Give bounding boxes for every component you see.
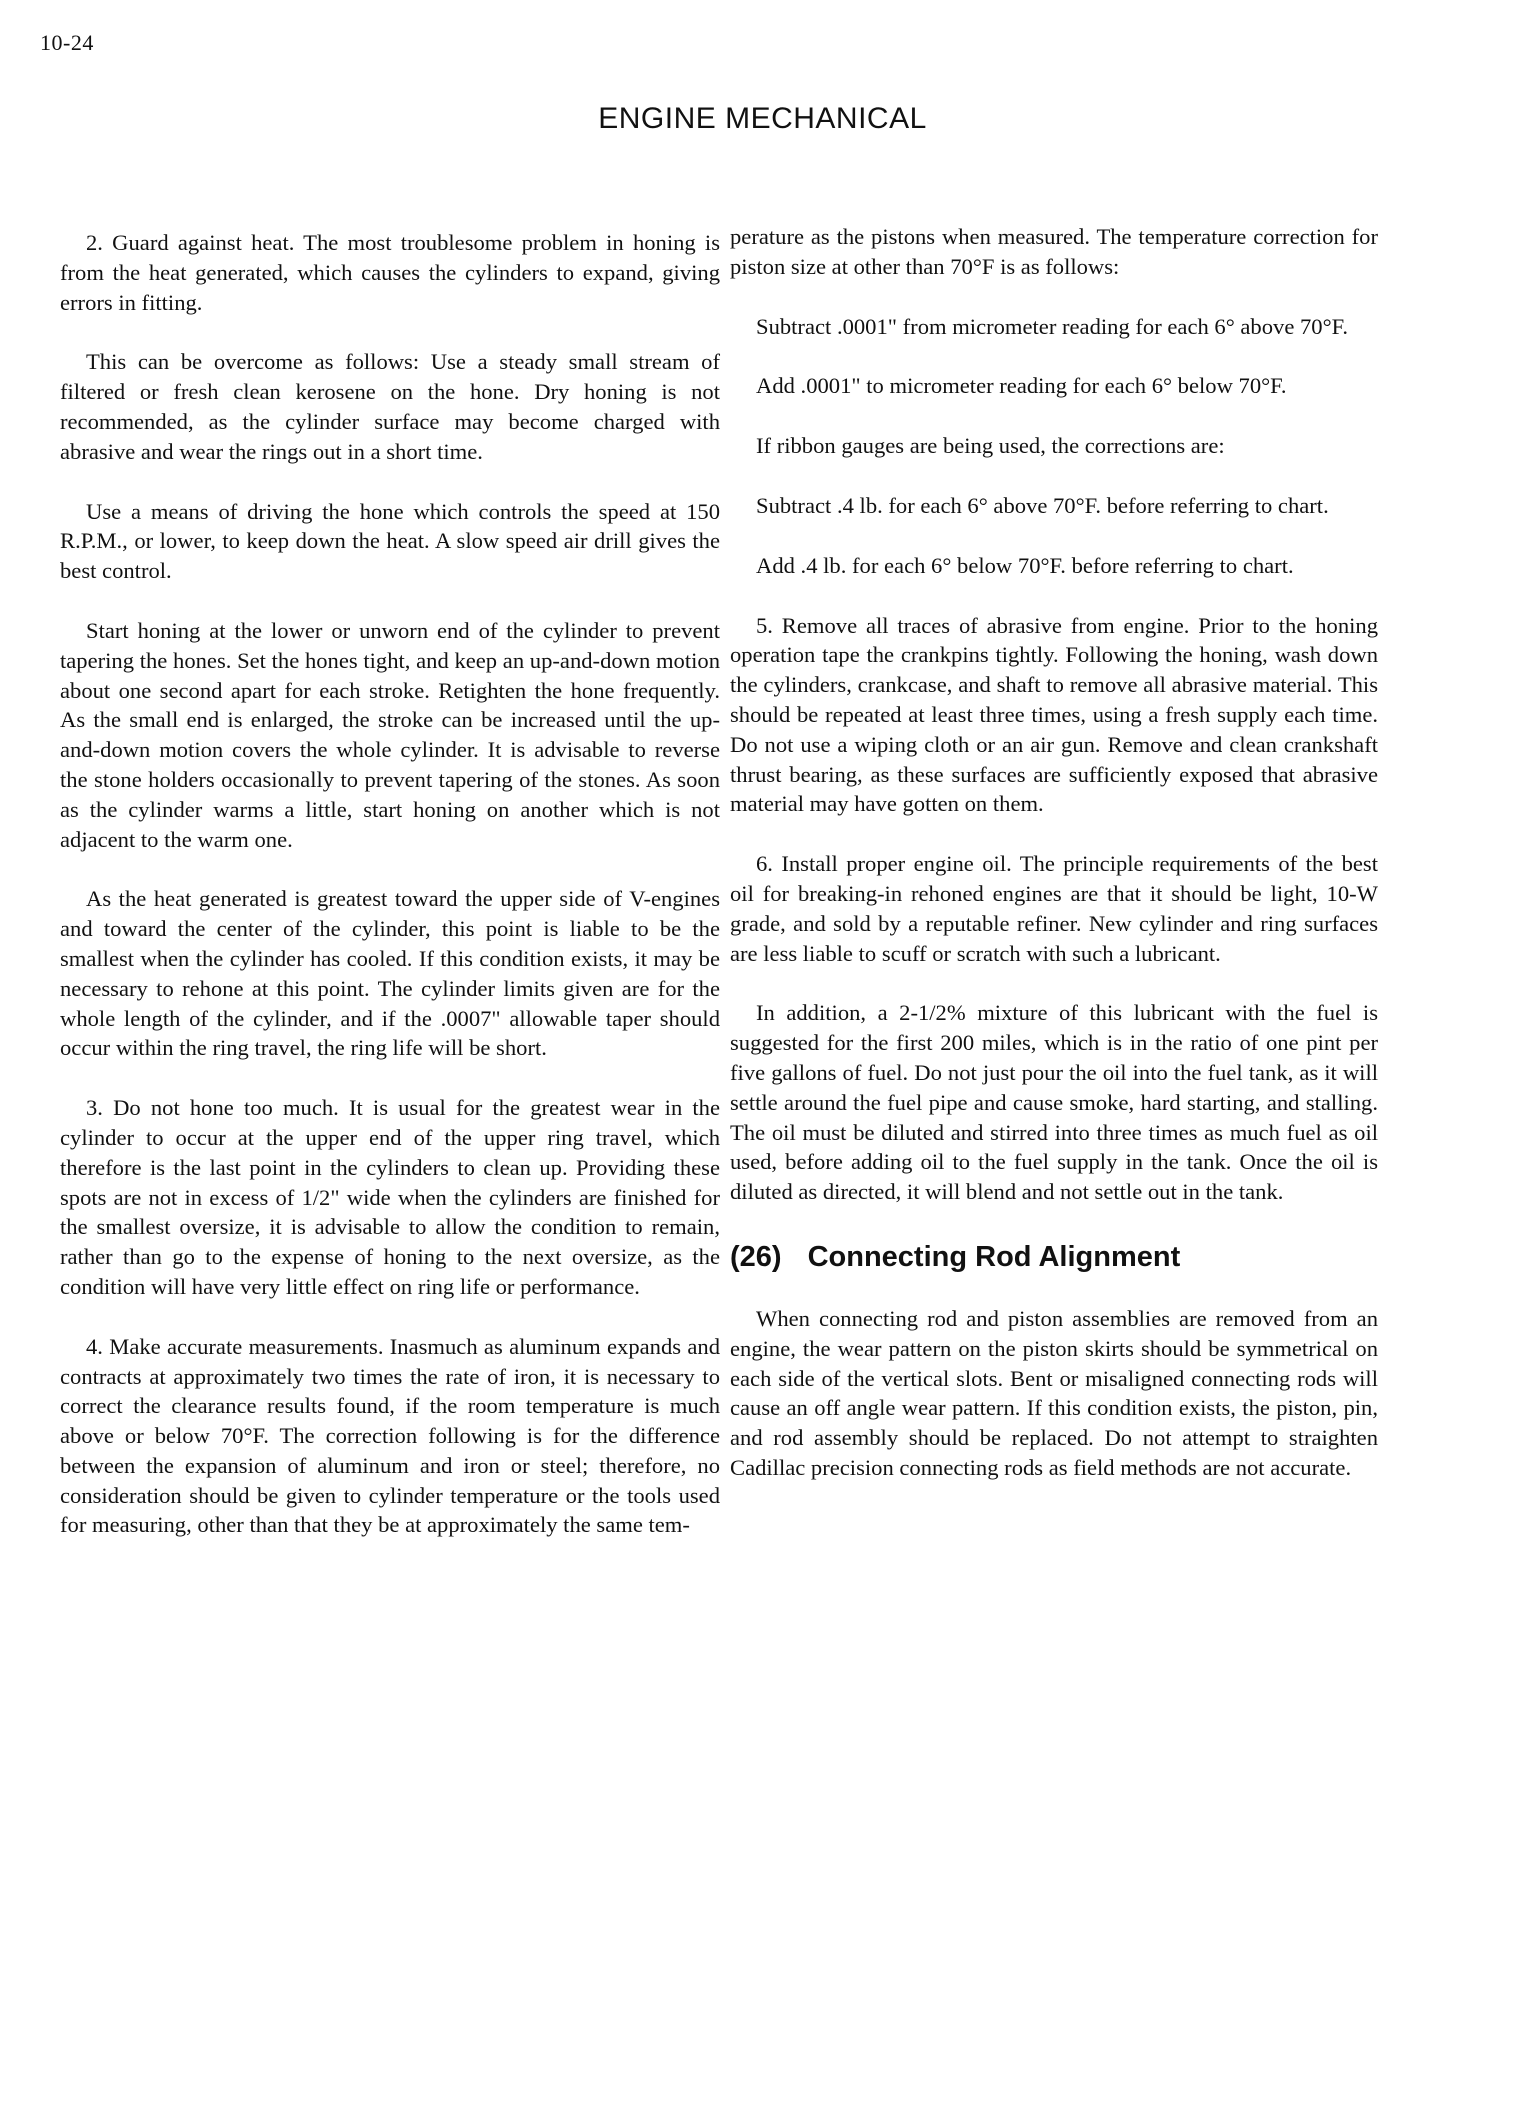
left-column <box>60 228 720 1570</box>
paragraph-remove-abrasive: 5. Remove all traces of abrasive from engine. Prior to the honing operation tape the crankpins tightly. Following the honing, wash down the cylinders, crankcase, and shaft to remove all abrasive material. This should be repeated at least three times, using a fresh supply each time. Do not use a wiping cloth or an air gun. Remove and clean crankshaft thrust bearing, as these surfaces are sufficiently exposed that abrasive material may have gotten on them. <box>730 612 1378 817</box>
paragraph-subtract-ribbon: Subtract .4 lb. for each 6° above 70°F. before referring to chart. <box>756 492 1329 518</box>
paragraph-fuel-mixture: In addition, a 2-1/2% mixture of this lubricant with the fuel is suggested for the first 200 miles, which is in the ratio of one pint per five gallons of fuel. Do not just pour the oil into the fuel tank, as it will settle around the fuel pipe and cause smoke, hard starting, and stalling. The oil must be diluted and stirred into three times as much fuel as oil used, before adding oil to the fuel supply in the tank. Once the oil is diluted as directed, it will blend and not settle out in the tank. <box>730 1000 1378 1205</box>
paragraph-add-ribbon: Add .4 lb. for each 6° below 70°F. before referring to chart. <box>756 552 1294 578</box>
section-number: (26) <box>730 1240 782 1273</box>
paragraph-do-not-hone-too-much: 3. Do not hone too much. It is usual for the greatest wear in the cylinder to occur at the upper end of the upper ring travel, which therefore is the last point in the cylinders to clean up. Providing these spots are not in excess of 1/2" wide when the cylinders are finished for the smallest oversize, it is advisable to allow the condition to remain, rather than go to the expense of honing to the next oversize, as the condition will have very little effect on ring life or performance. <box>60 1095 720 1299</box>
paragraph-guard-against-heat: 2. Guard against heat. The most troublesome problem in honing is from the heat generated, which causes the cylinders to expand, giving errors in fitting. <box>60 230 720 315</box>
paragraph-v-engine-heat: As the heat generated is greatest toward the upper side of V-engines and toward the center of the cylinder, this point is liable to be the smallest when the cylinder has cooled. If this condition exists, it may be necessary to rehone at this point. The cylinder limits given are for the whole length of the cylinder, and if the .0007" allowable taper should occur within the ring travel, the ring life will be short. <box>60 886 720 1061</box>
right-column <box>730 222 1378 1513</box>
paragraph-add-micrometer: Add .0001" to micrometer reading for each 6° below 70°F. <box>756 373 1287 399</box>
paragraph-accurate-measurements: 4. Make accurate measurements. Inasmuch as aluminum expands and contracts at approximately two times the rate of iron, it is necessary to correct the clearance results found, if the room temperature is much above or below 70°F. The correction following is for the difference between the expansion of aluminum and iron or steel; therefore, no consideration should be given to cylinder temperature or the tools used for measuring, other than that they be at approximately the same tem- <box>60 1333 720 1538</box>
section-title: Connecting Rod Alignment <box>807 1240 1181 1273</box>
paragraph-temperature-correction: perature as the pistons when measured. The temperature correction for piston size at other than 70°F is as follows: <box>730 224 1378 279</box>
page-number: 10-24 <box>40 30 94 55</box>
paragraph-hone-speed: Use a means of driving the hone which controls the speed at 150 R.P.M., or lower, to keep down the heat. A slow speed air drill gives the best control. <box>60 498 720 584</box>
paragraph-start-honing: Start honing at the lower or unworn end of the cylinder to prevent tapering the hones. Set the hones tight, and keep an up-and-down motion about one second apart for each stroke. Retighten the hone frequently. As the small end is enlarged, the stroke can be increased until the up-and-down motion covers the whole cylinder. It is advisable to reverse the stone holders occasionally to prevent tapering of the stones. As soon as the cylinder warms a little, start honing on another which is not adjacent to the warm one. <box>60 617 720 852</box>
paragraph-connecting-rod-wear: When connecting rod and piston assemblies are removed from an engine, the wear pattern on the piston skirts should be symmetrical on each side of the vertical slots. Bent or misaligned connecting rods will cause an off angle wear pattern. If this condition exists, the piston, pin, and rod assembly should be replaced. Do not attempt to straighten Cadillac precision connecting rods as field methods are not accurate. <box>730 1305 1378 1480</box>
section-heading-connecting-rod-alignment <box>730 1241 1378 1274</box>
paragraph-ribbon-gauges: If ribbon gauges are being used, the corrections are: <box>756 433 1225 459</box>
paragraph-kerosene-stream: This can be overcome as follows: Use a steady small stream of filtered or fresh clean kerosene on the hone. Dry honing is not recommended, as the cylinder surface may become charged with abrasive and wear the rings out in a short time. <box>60 349 720 464</box>
paragraph-subtract-micrometer: Subtract .0001" from micrometer reading for each 6° above 70°F. <box>756 313 1349 339</box>
paragraph-install-engine-oil: 6. Install proper engine oil. The principle requirements of the best oil for breaking-in rehoned engines are that it should be light, 10-W grade, and sold by a reputable refiner. New cylinder and ring surfaces are less liable to scuff or scratch with such a lubricant. <box>730 851 1378 966</box>
page-header: ENGINE MECHANICAL <box>598 102 927 135</box>
